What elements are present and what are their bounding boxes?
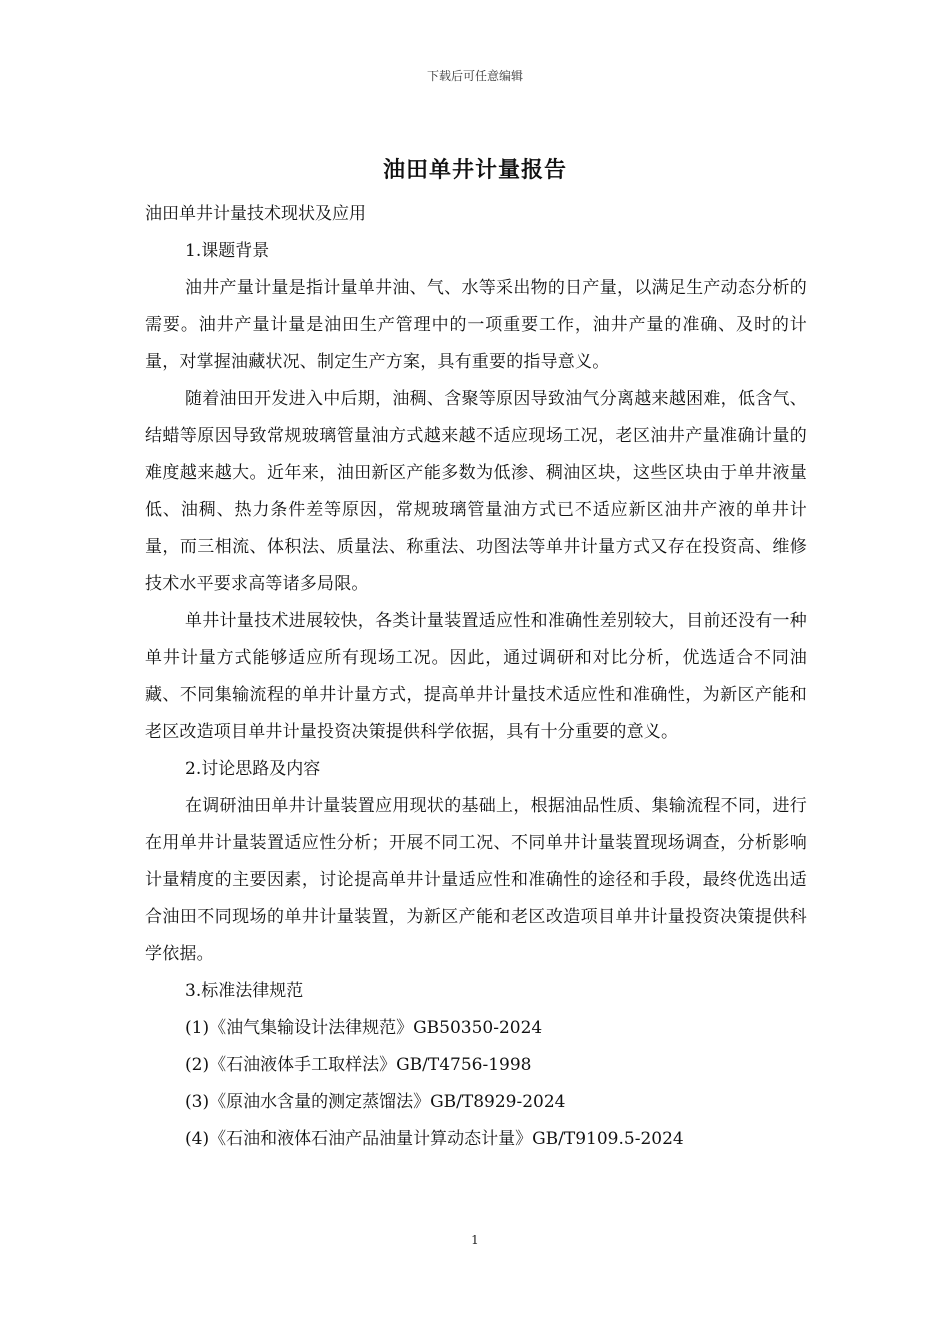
document-title: 油田单井计量报告 [382, 157, 567, 183]
section-heading-approach: 2.讨论思路及内容 [185, 759, 321, 779]
document-subtitle: 油田单井计量技术现状及应用 [145, 204, 366, 224]
document-body [145, 196, 807, 1158]
section-heading-standards: 3.标准法律规范 [185, 981, 304, 1001]
paragraph: 单井计量技术进展较快，各类计量装置适应性和准确性差别较大，目前还没有一种单井计量方式能够适应所有现场工况。因此，通过调研和对比分析，优选适合不同油藏、不同集输流程的单井计量方式，提高单井计量技术适应性和准确性，为新区产能和老区改造项目单井计量投资决策提供科学依据，具有十分重要的意义。 [145, 611, 807, 742]
paragraph: 油井产量计量是指计量单井油、气、水等采出物的日产量，以满足生产动态分析的需要。油井产量计量是油田生产管理中的一项重要工作，油井产量的准确、及时的计量，对掌握油藏状况、制定生产方案，具有重要的指导意义。 [145, 278, 807, 372]
standard-item: (1)《油气集输设计法律规范》GB50350-2024 [185, 1018, 543, 1038]
standard-item: (2)《石油液体手工取样法》GB/T4756-1998 [185, 1055, 532, 1075]
page-number: 1 [471, 1233, 479, 1247]
standard-item: (3)《原油水含量的测定蒸馏法》GB/T8929-2024 [185, 1092, 566, 1112]
paragraph: 在调研油田单井计量装置应用现状的基础上，根据油品性质、集输流程不同，进行在用单井计量装置适应性分析；开展不同工况、不同单井计量装置现场调查，分析影响计量精度的主要因素，讨论提高单井计量适应性和准确性的途径和手段，最终优选出适合油田不同现场的单井计量装置，为新区产能和老区改造项目单井计量投资决策提供科学依据。 [145, 796, 807, 964]
standard-item: (4)《石油和液体石油产品油量计算动态计量》GB/T9109.5-2024 [185, 1129, 684, 1149]
paragraph: 随着油田开发进入中后期，油稠、含聚等原因导致油气分离越来越困难，低含气、结蜡等原因导致常规玻璃管量油方式越来越不适应现场工况，老区油井产量准确计量的难度越来越大。近年来，油田新区产能多数为低渗、稠油区块，这些区块由于单井液量低、油稠、热力条件差等原因，常规玻璃管量油方式已不适应新区油井产液的单井计量，而三相流、体积法、质量法、称重法、功图法等单井计量方式又存在投资高、维修技术水平要求高等诸多局限。 [145, 389, 807, 594]
header-note: 下载后可任意编辑 [426, 69, 523, 83]
section-heading-background: 1.课题背景 [185, 241, 270, 261]
